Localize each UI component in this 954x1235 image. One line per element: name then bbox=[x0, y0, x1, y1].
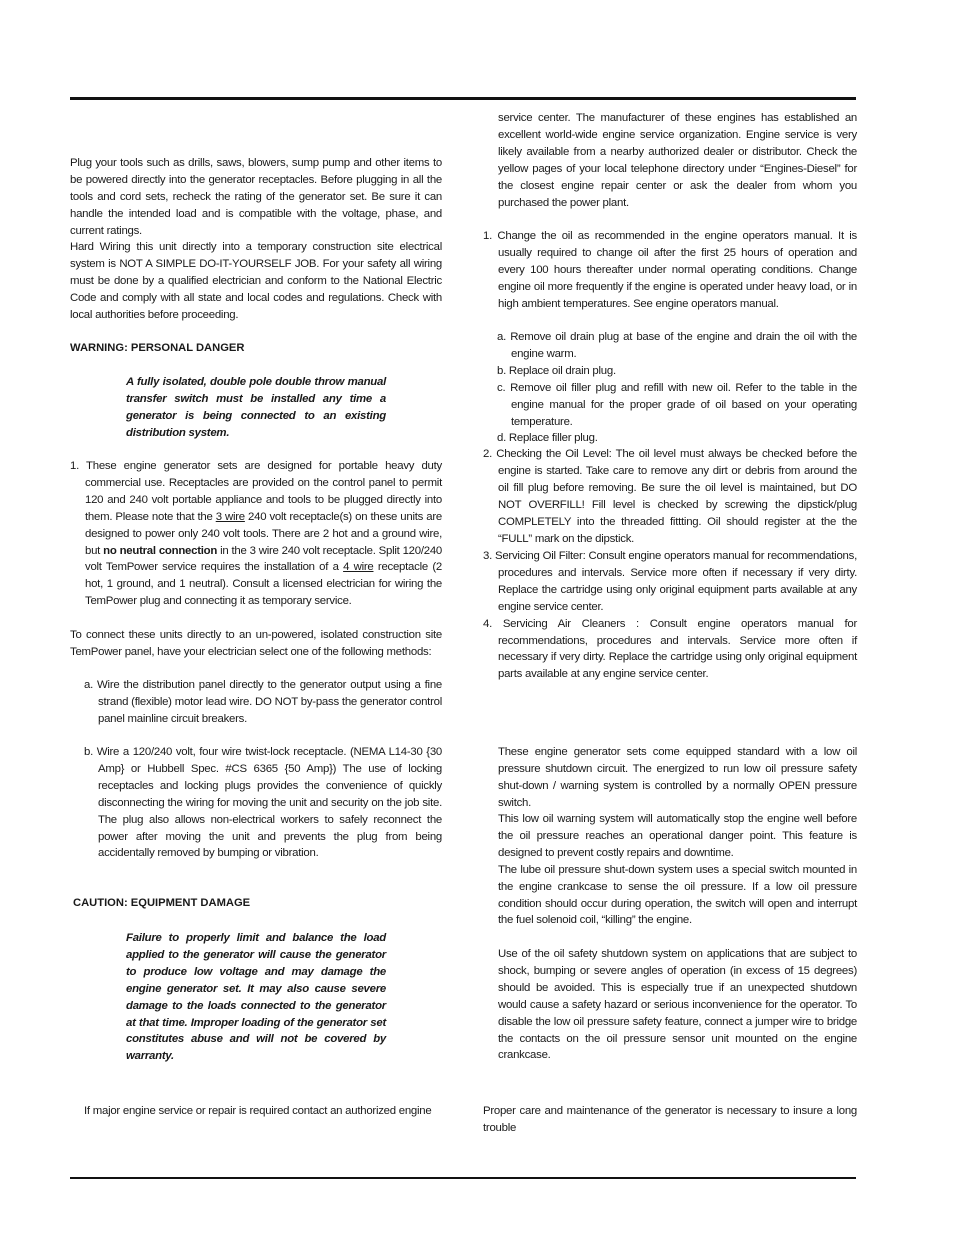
item2-oil-level: 2. Checking the Oil Level: The oil level must always be checked before the engine is started. Take care to remove any dirt or debris from around the oil fill plug before removing. Be sure the oil level is maintained, but DO NOT OVERFILL! Fill level is checked by screwing the dipstick/plug COMPLETELY into the threaded fittting. Oil should register at the the “FULL” mark on the dipstick. bbox=[483, 448, 857, 545]
item3-oil-filter: 3. Servicing Oil Filter: Consult engine operators manual for recommendations, procedures and intervals. Service more often if necessary if very dirty. Replace the cartridge using only original equipment parts available at any engine service center. bbox=[483, 550, 857, 613]
step-c: c. Remove oil filler plug and refill with new oil. Refer to the table in the engine manual for the proper grade of oil based on your operating temperature. bbox=[497, 381, 857, 428]
item-b-block bbox=[70, 744, 442, 862]
item4-air-cleaners: 4. Servicing Air Cleaners : Consult engine operators manual for recommendations, procedures and intervals. Service more often if necessary if very dirty. Replace the cartridge using only original equipment parts available at any engine service center. bbox=[483, 617, 857, 681]
method-a: a. Wire the distribution panel directly to the generator output using a fine strand (flexible) motor lead wire. DO NOT by-pass the generator control panel mainline circuit breakers. bbox=[84, 679, 442, 725]
right-bottom-block bbox=[483, 1103, 857, 1137]
item1-text-b: 240 volt receptacle(s) on these units are designed to power only 240 volt tools. There are 2 hot and a ground wire, but bbox=[85, 510, 442, 557]
item1-block bbox=[70, 458, 442, 610]
oil-warning-block bbox=[483, 811, 857, 929]
item1-4wire: 4 wire bbox=[343, 561, 374, 574]
method-b: b. Wire a 120/240 volt, four wire twist-lock receptacle. (NEMA L14-30 {30 Amp} or Hubbell Spec. #CS 6365 {50 Amp}) The use of locking receptacles and locking plugs provides the convenience of quickly disconnecting the wiring for moving the unit and security on the job site. The plug also allows non-electrical workers to safely reconnect the power after moving the unit and prevents the plug from being accidentally removed by bumping or vibration. bbox=[84, 746, 442, 860]
caution-text: Failure to properly limit and balance the load applied to the generator will cause the generator to produce low voltage and may damage the engine generator set. It may also cause severe damage to the loads connected to the generator at that time. Improper loading of the generator set constitutes abuse and will not be covered by warranty. bbox=[126, 932, 386, 1063]
item1-no-neutral: no neutral connection bbox=[103, 544, 218, 557]
engine-service-paragraph: If major engine service or repair is required contact an authorized engine bbox=[84, 1105, 432, 1117]
shutdown-paragraph-3: The lube oil pressure shut-down system uses a special switch mounted in the engine crankcase to sense the oil pressure. If a low oil pressure condition should occur during operation, the switch will open and interrupt the fuel solenoid coil, “killing” the engine. bbox=[498, 863, 857, 927]
oil-safety-block bbox=[483, 946, 857, 1064]
item1-text-c: in the 3 wire 240 volt receptacle. Split 120/240 volt TemPower service requires the installation of a bbox=[85, 544, 443, 574]
right-cont-block bbox=[483, 110, 857, 211]
oil-shutdown-block bbox=[483, 744, 857, 812]
warning-text-block bbox=[70, 374, 442, 442]
oil-change-block bbox=[483, 228, 857, 313]
item1-text-a: 1. These engine generator sets are designed for portable heavy duty commercial use. Receptacles are provided on the control panel to permit 120 and 240 volt portable appliance and tools to be plugged directly into them. Please note that the bbox=[70, 460, 442, 523]
service-center-paragraph: service center. The manufacturer of these engines has established an excellent world-wide engine service organization. Engine service is very likely available from a nearby authorized dealer or distributor. Check the yellow pages of your local telephone directory under “Engines-Diesel” for the closest engine repair center or ask the dealer from whom you purchased the power plant. bbox=[498, 112, 857, 209]
oil-steps-block bbox=[483, 329, 857, 447]
warning-block bbox=[70, 340, 442, 357]
shutdown-paragraph-2: This low oil warning system will automatically stop the engine well before the oil pressure reaches an operational danger point. This feature is designed to prevent costly repairs and downtime. bbox=[498, 813, 857, 859]
item1-text-d: receptacle (2 hot, 1 ground, and 1 neutral). Consult a licensed electrician for wiring the TemPower plug and connecting it as temporary service. bbox=[85, 561, 442, 608]
warning-text: A fully isolated, double pole double throw manual transfer switch must be installed any time a generator is being connected to an existing distribution system. bbox=[126, 376, 386, 439]
caution-block bbox=[70, 895, 442, 912]
step-d: d. Replace filler plug. bbox=[497, 432, 598, 445]
left-bottom-block bbox=[70, 1103, 442, 1120]
step-a: a. Remove oil drain plug at base of the engine and drain the oil with the engine warm. bbox=[497, 331, 857, 360]
item1-3wire: 3 wire bbox=[215, 510, 245, 523]
item-a-block bbox=[70, 677, 442, 728]
hardwiring-paragraph: Hard Wiring this unit directly into a temporary construction site electrical system is NOT A SIMPLE DO-IT-YOURSELF JOB. For your safety all wiring must be done by a qualified electrician and conform to the National Electric Code and comply with all state and local codes and regulations. Check with local authorities before proceeding. bbox=[70, 241, 442, 321]
connect-block bbox=[70, 627, 442, 661]
bottom-rule bbox=[70, 1177, 856, 1179]
item1-receptacles bbox=[70, 458, 442, 610]
left-column bbox=[70, 155, 442, 240]
item1-oil-change: 1. Change the oil as recommended in the engine operators manual. It is usually required to change oil after the first 25 hours of operation and every 100 hours thereafter under normal operating conditions. Change engine oil more frequently if the engine is operated under heavy load, or in high ambient temperatures. See engine operators manual. bbox=[483, 230, 857, 310]
shutdown-paragraph-1: These engine generator sets come equipped standard with a low oil pressure shutdown circuit. The energized to run low oil pressure safety shut-down / warning system is controlled by a normally OPEN pressure switch. bbox=[498, 746, 857, 809]
step-b: b. Replace oil drain plug. bbox=[497, 364, 616, 377]
maintenance-paragraph: Proper care and maintenance of the generator is necessary to insure a long trouble bbox=[483, 1105, 857, 1134]
connect-paragraph: To connect these units directly to an un-powered, isolated construction site TemPower panel, have your electrician select one of the following methods: bbox=[70, 629, 442, 658]
caution-text-block bbox=[70, 930, 442, 1065]
top-rule bbox=[70, 97, 856, 100]
caution-heading: CAUTION: EQUIPMENT DAMAGE bbox=[73, 897, 251, 909]
shutdown-paragraph-4: Use of the oil safety shutdown system on applications that are subject to shock, bumping or severe angles of operation (in excess of 15 degrees) should be avoided. This is especially true if an unexpected shutdown would cause a safety hazard or serious inconvenience for the operator. To disable the low oil pressure safety feature, connect a jumper wire to bridge the contacts on the oil pressure sensor unit mounted on the engine crankcase. bbox=[498, 948, 857, 1062]
warning-heading: WARNING: PERSONAL DANGER bbox=[70, 342, 245, 354]
tools-paragraph: Plug your tools such as drills, saws, blowers, sump pump and other items to be powered directly into the generator receptacles. Before plugging in all the tools and cord sets, recheck the rating of the generator set. Be sure it can handle the intended load and is compatible with the voltage, phase, and current ratings. bbox=[70, 157, 442, 237]
filter-block bbox=[483, 548, 857, 683]
hardwiring-block bbox=[70, 239, 442, 324]
oil-level-block bbox=[483, 446, 857, 547]
